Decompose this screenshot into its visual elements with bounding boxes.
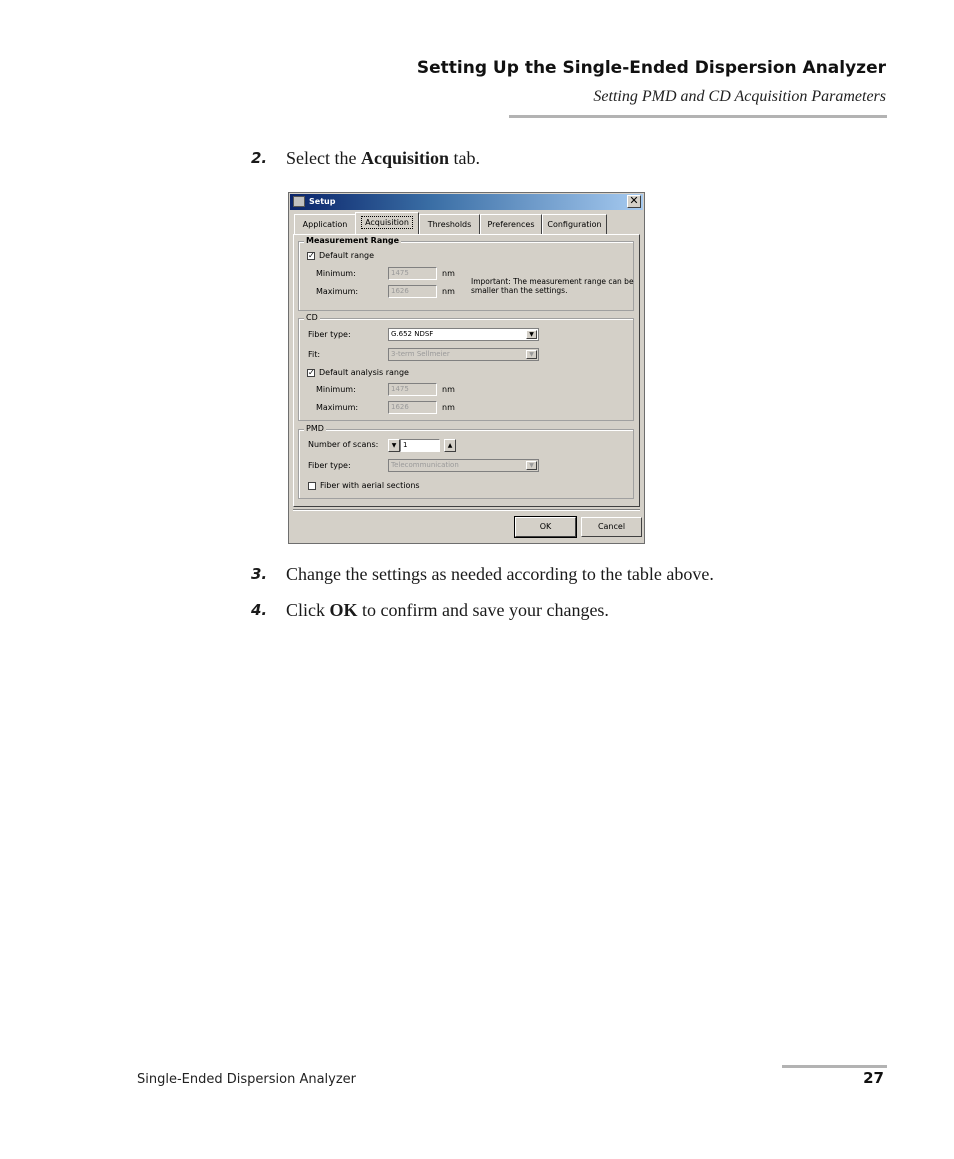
footer-rule <box>782 1065 887 1068</box>
cd-fiber-type-select[interactable]: G.652 NDSF ▼ <box>388 328 539 341</box>
minimum-field[interactable]: 1475 <box>388 267 437 280</box>
page-header-subtitle: Setting PMD and CD Acquisition Parameters <box>593 88 886 105</box>
chevron-down-icon[interactable]: ▼ <box>526 461 537 470</box>
step-number: 2. <box>251 149 268 167</box>
tab-panel <box>293 234 640 507</box>
minimum-label: Minimum: <box>316 385 356 394</box>
app-icon <box>293 196 305 207</box>
increment-button[interactable]: ▲ <box>444 439 456 452</box>
range-note-line2: smaller than the settings. <box>471 286 568 295</box>
unit-label: nm <box>442 269 455 278</box>
divider <box>293 509 640 511</box>
fit-label: Fit: <box>308 350 321 359</box>
maximum-label: Maximum: <box>316 403 359 412</box>
page-number: 27 <box>863 1069 884 1087</box>
group-label: PMD <box>306 424 324 433</box>
measurement-range-group <box>298 236 634 311</box>
maximum-field[interactable]: 1626 <box>388 285 437 298</box>
group-label: CD <box>306 313 318 322</box>
footer-title: Single-Ended Dispersion Analyzer <box>137 1072 357 1087</box>
chevron-down-icon[interactable]: ▼ <box>526 330 537 339</box>
scans-label: Number of scans: <box>308 440 379 449</box>
tab-preferences[interactable]: Preferences <box>480 214 542 235</box>
step-text: Click OK to confirm and save your changes. <box>286 600 609 620</box>
range-note-line1: Important: The measurement range can be <box>471 277 634 286</box>
ok-button[interactable]: OK <box>515 517 576 537</box>
dialog-titlebar[interactable] <box>290 194 643 210</box>
aerial-sections-checkbox[interactable] <box>308 482 316 490</box>
default-analysis-range-label: Default analysis range <box>319 368 409 377</box>
step-number: 3. <box>251 565 268 583</box>
unit-label: nm <box>442 403 455 412</box>
default-range-checkbox[interactable]: ✓ <box>308 251 315 260</box>
default-analysis-range-checkbox[interactable]: ✓ <box>308 368 315 377</box>
header-rule <box>509 115 887 118</box>
close-icon[interactable]: ✕ <box>627 195 641 208</box>
pmd-fiber-type-select[interactable]: Telecommunication ▼ <box>388 459 539 472</box>
group-label: Measurement Range <box>306 236 400 245</box>
dialog-title: Setup <box>309 197 336 206</box>
step-number: 4. <box>251 601 268 619</box>
unit-label: nm <box>442 287 455 296</box>
cancel-button[interactable]: Cancel <box>581 517 642 537</box>
fiber-type-label: Fiber type: <box>308 330 351 339</box>
aerial-sections-label: Fiber with aerial sections <box>320 481 420 490</box>
fiber-type-label: Fiber type: <box>308 461 351 470</box>
cd-maximum-field[interactable]: 1626 <box>388 401 437 414</box>
page-header-title: Setting Up the Single-Ended Dispersion Analyzer <box>416 58 886 78</box>
tab-acquisition[interactable]: Acquisition <box>355 212 419 235</box>
setup-dialog <box>288 192 645 544</box>
minimum-label: Minimum: <box>316 269 356 278</box>
cd-minimum-field[interactable]: 1475 <box>388 383 437 396</box>
chevron-down-icon[interactable]: ▼ <box>526 350 537 359</box>
tab-application[interactable]: Application <box>294 214 356 235</box>
fit-select[interactable]: 3-term Sellmeier ▼ <box>388 348 539 361</box>
step-text: Select the Acquisition tab. <box>286 148 481 168</box>
scans-field[interactable]: 1 <box>400 439 440 452</box>
cd-group <box>298 313 634 421</box>
decrement-button[interactable]: ▼ <box>388 439 400 452</box>
default-range-label: Default range <box>319 251 375 260</box>
tab-thresholds[interactable]: Thresholds <box>419 214 480 235</box>
tab-configuration[interactable]: Configuration <box>542 214 607 235</box>
maximum-label: Maximum: <box>316 287 359 296</box>
step-text: Change the settings as needed according to the table above. <box>286 564 714 584</box>
pmd-group <box>298 424 634 499</box>
unit-label: nm <box>442 385 455 394</box>
